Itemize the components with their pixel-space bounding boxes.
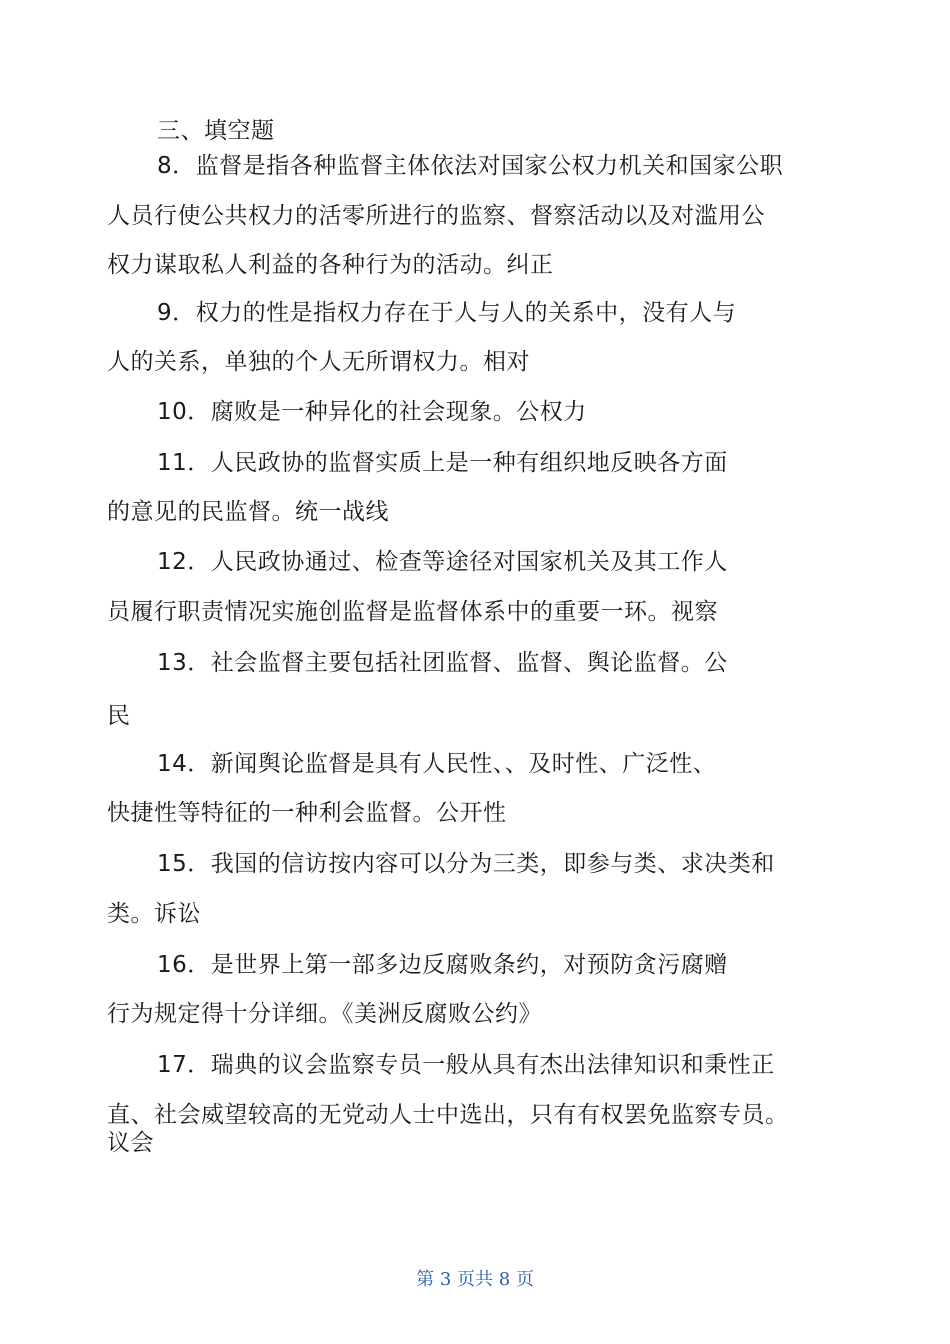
text-line: 16．是世界上第一部多边反腐败条约，对预防贪污腐赠 [157, 952, 728, 978]
page-footer: 第 3 页共 8 页 [416, 1269, 534, 1290]
text-line: 民 [107, 703, 131, 729]
text-line: 行为规定得十分详细。《美洲反腐败公约》 [107, 1001, 542, 1027]
section-title: 三、填空题 [157, 118, 275, 144]
text-line: 8．监督是指各种监督主体依法对国家公权力机关和国家公职 [157, 153, 784, 179]
text-line: 人的关系，单独的个人无所谓权力。相对 [107, 349, 530, 375]
text-line: 17．瑞典的议会监察专员一般从具有杰出法律知识和秉性正 [157, 1052, 775, 1078]
text-line: 9．权力的性是指权力存在于人与人的关系中，没有人与 [157, 300, 737, 326]
text-line: 议会 [107, 1130, 154, 1156]
text-line: 人员行使公共权力的活零所进行的监察、督察活动以及对滥用公 [107, 203, 765, 229]
text-line: 14．新闻舆论监督是具有人民性、、及时性、广泛性、 [157, 751, 717, 777]
text-line: 类。诉讼 [107, 901, 201, 927]
text-line: 直、社会威望较高的无党动人士中选出，只有有权罢免监察专员。 [107, 1102, 789, 1128]
text-line: 11．人民政协的监督实质上是一种有组织地反映各方面 [157, 450, 728, 476]
text-line: 快捷性等特征的一种利会监督。公开性 [107, 800, 507, 826]
text-line: 员履行职责情况实施创监督是监督体系中的重要一环。视察 [107, 599, 718, 625]
text-line: 权力谋取私人利益的各种行为的活动。纠正 [107, 252, 554, 278]
text-line: 13．社会监督主要包括社团监督、监督、舆论监督。公 [157, 650, 728, 676]
text-line: 10．腐败是一种异化的社会现象。公权力 [157, 399, 587, 425]
text-line: 12．人民政协通过、检查等途径对国家机关及其工作人 [157, 549, 728, 575]
text-line: 15．我国的信访按内容可以分为三类，即参与类、求决类和 [157, 851, 775, 877]
text-line: 的意见的民监督。统一战线 [107, 499, 389, 525]
